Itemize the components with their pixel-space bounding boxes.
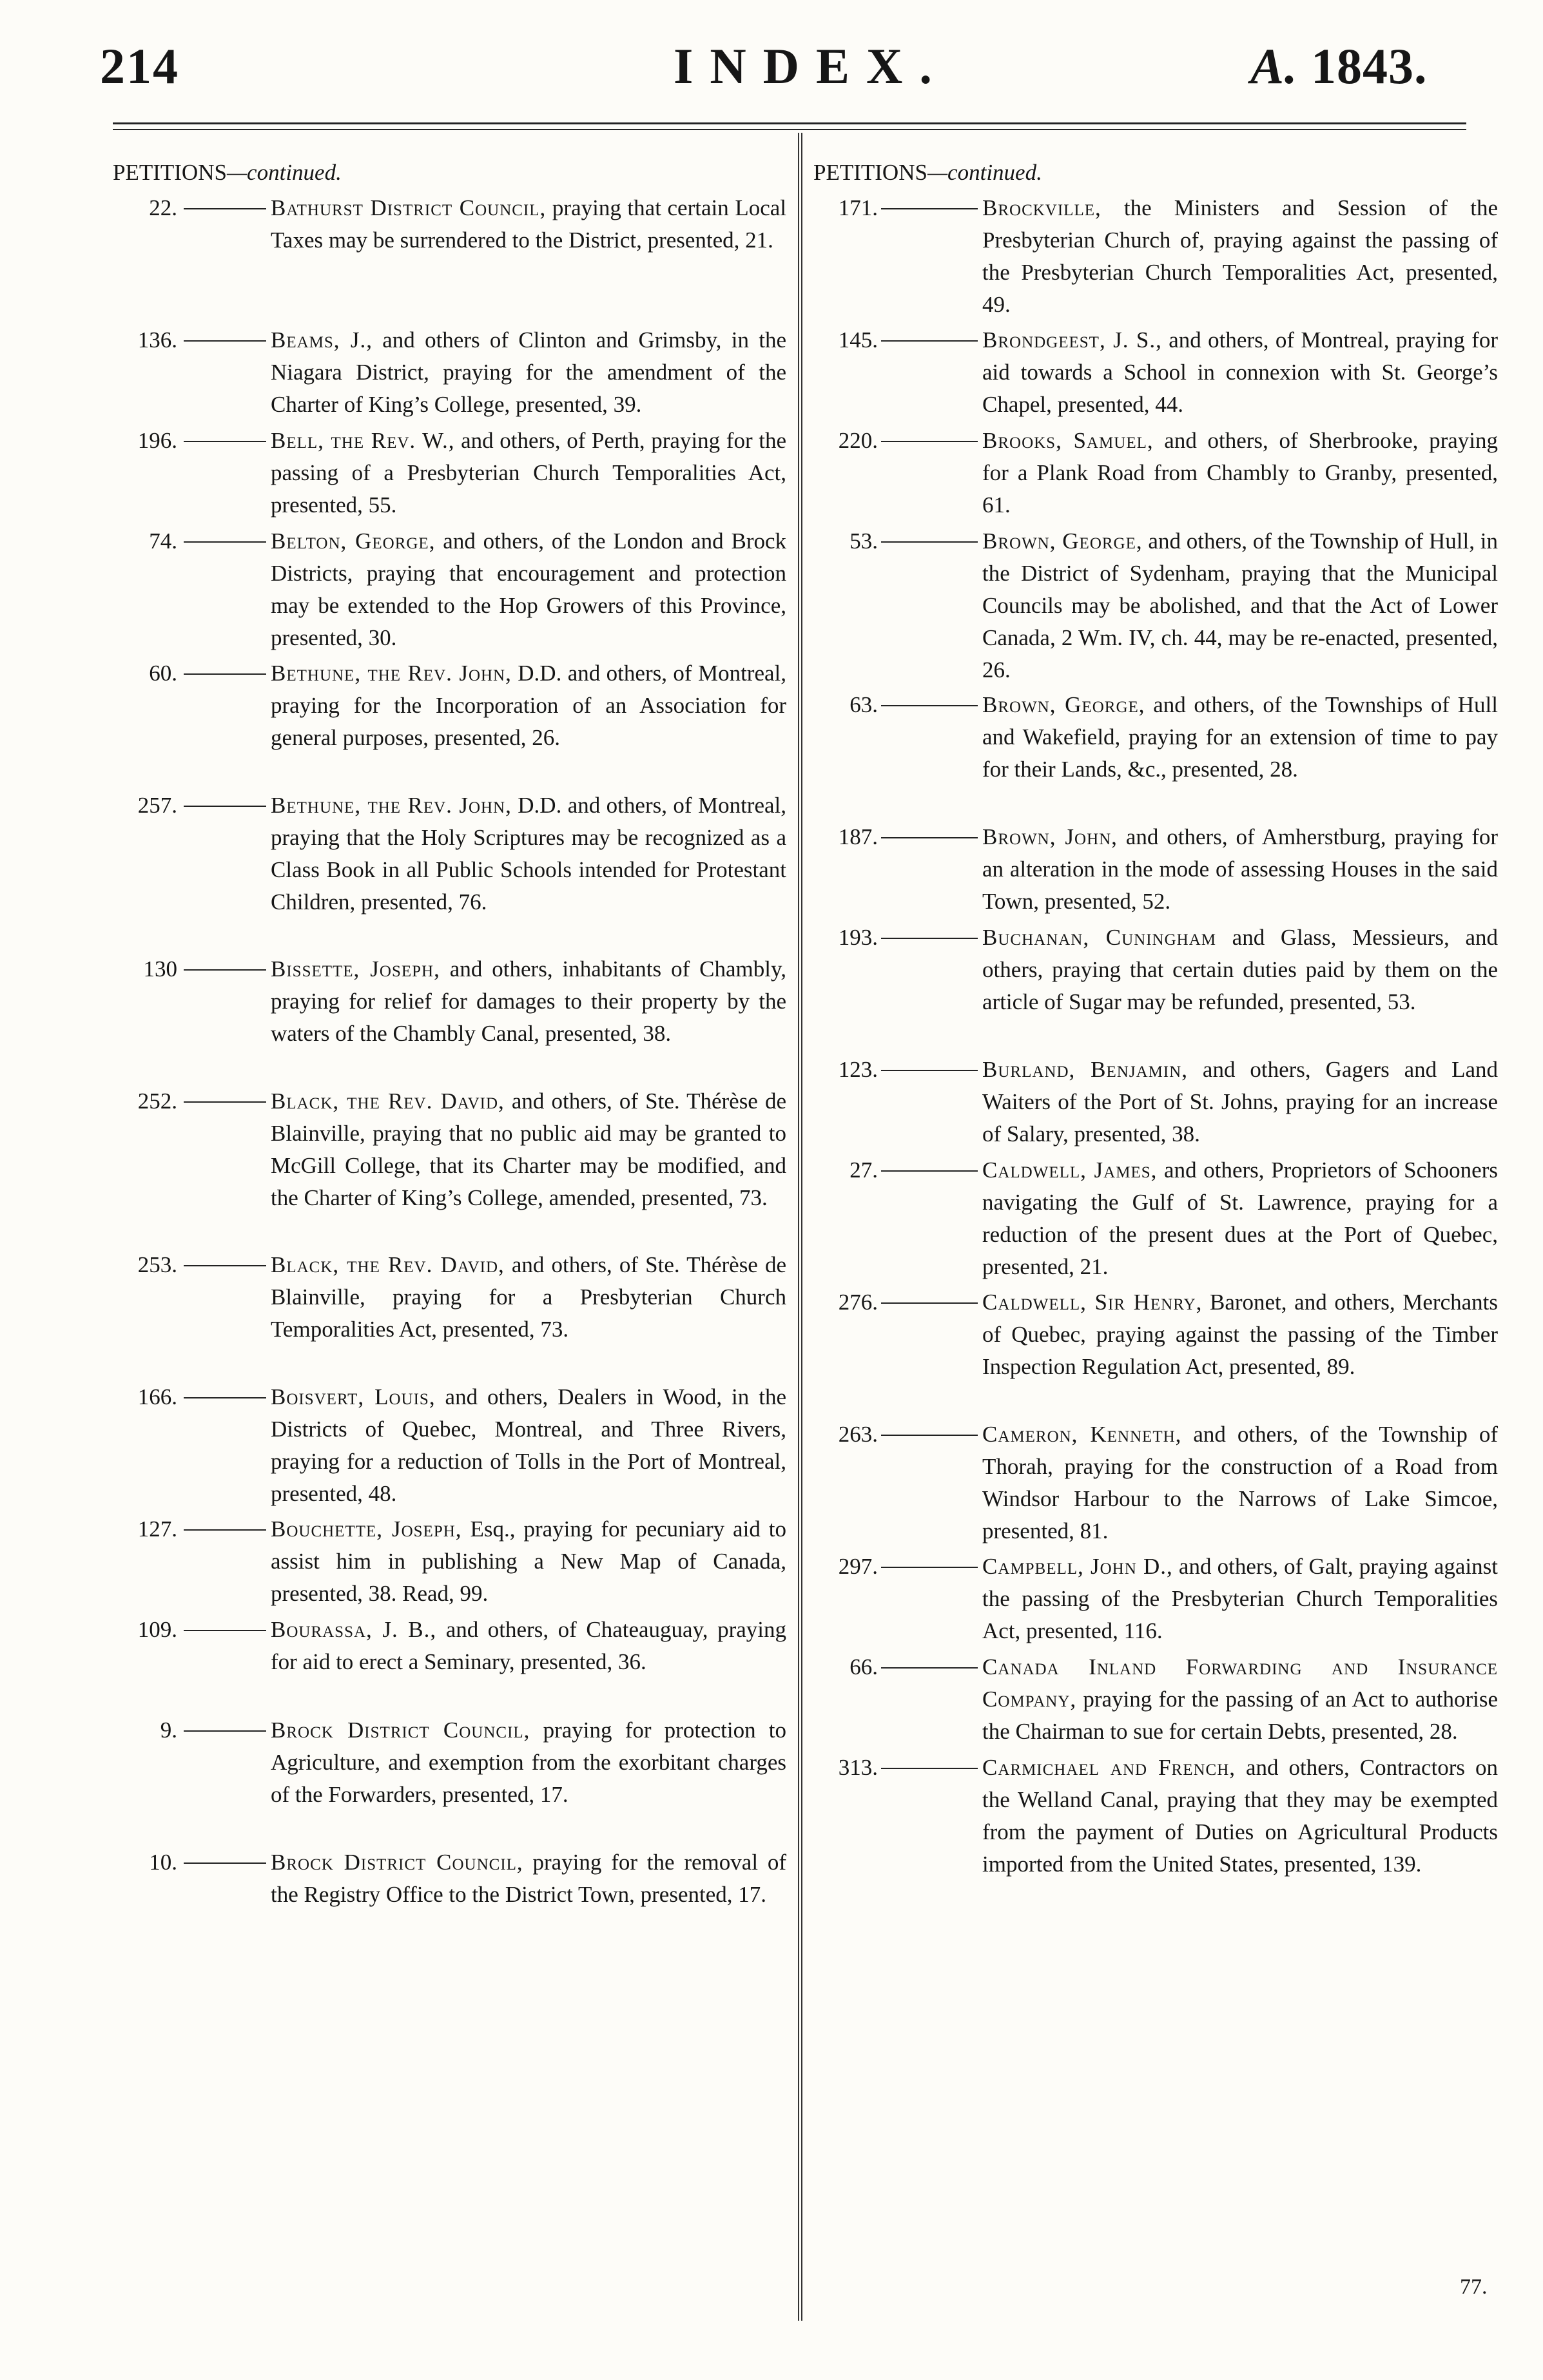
entry-description: praying for protection to Agriculture, and exemption from the exorbitant charges of the Forwarders, presented, 17. <box>271 1717 786 1807</box>
column-divider <box>798 133 802 2321</box>
entry-number: 171. <box>838 195 878 220</box>
entry-dash-rule <box>881 541 978 543</box>
entry-description: and others, of the Township of Hull, in the District of Sydenham, praying that the Municipal Councils may be abolished, and that the Act of Lower Canada, 2 Wm. IV, ch. 44, may be re-enacted, presented, 26. <box>982 528 1498 682</box>
entry-description: and others of Clinton and Grimsby, in the Niagara District, praying for the amendment of the Charter of King’s College, presented, 39. <box>271 327 786 417</box>
entry-dash-rule <box>881 1170 978 1172</box>
entry-name: Brondgeest, J. S., <box>982 327 1162 353</box>
index-entry <box>813 324 1508 425</box>
index-entry <box>113 425 794 525</box>
entry-description: and others, of Ste. Thérèse de Blainville, praying that no public aid may be granted to McGill College, that its Charter may be modified, and the Charter of King’s College, amended, presented, 73. <box>271 1088 786 1210</box>
entry-description: and others, of Perth, praying for the passing of a Presbyterian Church Temporalities Act, presented, 55. <box>271 428 786 518</box>
right-column <box>813 153 1508 1884</box>
entry-description: and others, of Montreal, praying for aid towards a School in connexion with St. George’s Chapel, presented, 44. <box>982 327 1498 417</box>
entry-number: 10. <box>149 1850 177 1875</box>
signature-mark: 77. <box>1460 2275 1488 2299</box>
entry-text <box>982 1154 1498 1283</box>
entry-text <box>982 821 1498 918</box>
entry-name: Campbell, John D., <box>982 1554 1173 1579</box>
page-header <box>0 0 1543 142</box>
entry-dash-rule <box>184 969 266 971</box>
entry-name: Brock District Council, <box>271 1717 530 1743</box>
entry-name: Brooks, Samuel, <box>982 428 1154 453</box>
entry-name: Buchanan, Cuningham <box>982 925 1216 950</box>
entry-description: and others, of Ste. Thérèse de Blainville, praying for a Presbyterian Church Temporalities Act, presented, 73. <box>271 1252 786 1342</box>
entry-name: Carmichael and French, <box>982 1755 1236 1780</box>
index-entry <box>113 1085 794 1249</box>
entry-name: Bissette, Joseph, <box>271 956 440 982</box>
index-entry <box>113 324 794 425</box>
entry-description: and others, inhabitants of Chambly, praying for relief for damages to their property by the waters of the Chambly Canal, presented, 38. <box>271 956 786 1046</box>
right-entry-list <box>813 192 1508 1884</box>
entry-name: Bourassa, J. B., <box>271 1617 437 1642</box>
right-column-heading <box>813 153 1508 192</box>
entry-text <box>271 789 786 918</box>
entry-number: 263. <box>838 1422 878 1447</box>
index-entry <box>113 657 794 789</box>
index-entry <box>813 1418 1508 1551</box>
entry-description: and others, of the Township of Thorah, praying for the construction of a Road from Windsor Harbour to the Narrows of Lake Simcoe, presented, 81. <box>982 1422 1499 1543</box>
entry-text <box>271 1846 786 1911</box>
entry-number: 297. <box>838 1554 878 1579</box>
entry-dash-rule <box>881 837 978 838</box>
entry-description: and others, of Chateauguay, praying for aid to erect a Seminary, presented, 36. <box>271 1617 787 1674</box>
entry-description: D.D. and others, of Montreal, praying for the Incorporation of an Association for general purposes, presented, 26. <box>271 661 786 750</box>
entry-number: 9. <box>160 1717 177 1743</box>
entry-description: praying that certain Local Taxes may be surrendered to the District, presented, 21. <box>271 195 786 253</box>
index-entry <box>113 1846 794 1947</box>
entry-number: 22. <box>149 195 177 220</box>
entry-description: and others, of Sherbrooke, praying for a Plank Road from Chambly to Granby, presented, 61. <box>982 428 1499 518</box>
entry-name: Burland, Benjamin, <box>982 1057 1188 1082</box>
entry-number: 27. <box>849 1157 878 1183</box>
year-prefix: A. <box>1250 38 1298 94</box>
entry-description: and others, Dealers in Wood, in the Districts of Quebec, Montreal, and Three Rivers, praying for a reduction of Tolls in the Port of Montreal, presented, 48. <box>271 1384 786 1506</box>
entry-dash-rule <box>881 1768 978 1769</box>
entry-name: Brown, George, <box>982 528 1143 554</box>
index-entry <box>813 1551 1508 1651</box>
index-entry <box>813 425 1508 525</box>
entry-name: Brown, George, <box>982 692 1145 717</box>
entry-text <box>271 425 786 521</box>
entry-name: Brock District Council, <box>271 1850 523 1875</box>
entry-dash-rule <box>184 541 266 543</box>
entry-number: 193. <box>838 925 878 950</box>
entry-number: 313. <box>838 1755 878 1780</box>
entry-dash-rule <box>184 1101 266 1103</box>
index-entry <box>813 1286 1508 1418</box>
index-entry <box>113 1249 794 1381</box>
entry-dash-rule <box>184 441 266 442</box>
index-entry <box>813 525 1508 689</box>
entry-text <box>271 1381 786 1510</box>
entry-dash-rule <box>881 1070 978 1071</box>
entry-description: praying for the passing of an Act to authorise the Chairman to sue for certain Debts, presented, 28. <box>982 1687 1498 1744</box>
left-column-heading <box>113 153 794 192</box>
entry-text <box>982 525 1498 686</box>
entry-name: Brown, John, <box>982 824 1118 849</box>
entry-dash-rule <box>184 1730 266 1732</box>
left-heading-continued: —continued. <box>226 160 342 185</box>
index-entry <box>813 689 1508 821</box>
entry-number: 74. <box>149 528 177 554</box>
entry-description: the Ministers and Session of the Presbyterian Church of, praying against the passing of the Presbyterian Church Temporalities Act, presented, 49. <box>982 195 1498 317</box>
entry-name: Bethune, the Rev. John, <box>271 793 512 818</box>
entry-name: Caldwell, James, <box>982 1157 1158 1183</box>
entry-dash-rule <box>881 705 978 706</box>
index-entry <box>113 1614 794 1714</box>
entry-text <box>271 324 786 421</box>
entry-dash-rule <box>881 441 978 442</box>
left-entry-list <box>113 192 794 1947</box>
right-heading-main: PETITIONS <box>813 160 927 185</box>
entry-number: 187. <box>838 824 878 849</box>
entry-dash-rule <box>184 1265 266 1266</box>
header-rule-thin <box>113 129 1466 130</box>
left-column <box>113 153 794 1947</box>
entry-text <box>982 1054 1498 1150</box>
entry-dash-rule <box>881 208 978 209</box>
entry-name: Bethune, the Rev. John, <box>271 661 512 686</box>
entry-text <box>982 1651 1498 1748</box>
entry-text <box>982 689 1498 786</box>
entry-text <box>982 1752 1498 1881</box>
entry-name: Cameron, Kenneth, <box>982 1422 1182 1447</box>
entry-text <box>271 1714 786 1811</box>
entry-name: Caldwell, Sir Henry, <box>982 1290 1203 1315</box>
page-year <box>1250 37 1428 95</box>
entry-number: 252. <box>137 1088 177 1114</box>
entry-dash-rule <box>881 1567 978 1568</box>
year-value: 1843. <box>1311 38 1428 94</box>
entry-description: D.D. and others, of Montreal, praying that the Holy Scriptures may be recognized as a Class Book in all Public Schools intended for Protestant Children, presented, 76. <box>271 793 786 914</box>
entry-name: Brockville, <box>982 195 1101 220</box>
index-entry <box>113 1381 794 1513</box>
left-heading-main: PETITIONS <box>113 160 227 185</box>
page-title: INDEX. <box>674 38 949 94</box>
entry-text <box>271 1614 786 1678</box>
index-entry <box>813 192 1508 324</box>
entry-dash-rule <box>184 1862 266 1864</box>
entry-name: Canada Inland Forwarding and Insurance Company, <box>982 1654 1498 1712</box>
entry-dash-rule <box>184 673 266 675</box>
entry-number: 276. <box>838 1290 878 1315</box>
index-entry <box>813 1752 1508 1884</box>
entry-name: Bell, the Rev. W., <box>271 428 455 453</box>
entry-text <box>982 1286 1498 1383</box>
entry-number: 220. <box>838 428 878 453</box>
entry-text <box>982 324 1498 421</box>
entry-number: 60. <box>149 661 177 686</box>
right-heading-continued: —continued. <box>927 160 1042 185</box>
entry-number: 145. <box>838 327 878 353</box>
entry-number: 136. <box>137 327 177 353</box>
entry-number: 53. <box>849 528 878 554</box>
entry-name: Belton, George, <box>271 528 436 554</box>
entry-number: 257. <box>137 793 177 818</box>
entry-number: 196. <box>137 428 177 453</box>
entry-description: and others, Gagers and Land Waiters of the Port of St. Johns, praying for an increase of Salary, presented, 38. <box>982 1057 1498 1146</box>
index-entry <box>113 525 794 657</box>
entry-description: Baronet, and others, Merchants of Quebec, praying against the passing of the Timber Inspection Regulation Act, presented, 89. <box>982 1290 1498 1379</box>
entry-dash-rule <box>184 340 266 342</box>
entry-number: 109. <box>137 1617 177 1642</box>
entry-number: 130 <box>143 956 177 982</box>
entry-description: and others, of the Townships of Hull and Wakefield, praying for an extension of time to pay for their Lands, &c., presented, 28. <box>982 692 1498 782</box>
entry-name: Bouchette, Joseph, <box>271 1516 462 1542</box>
entry-text <box>271 1085 786 1214</box>
entry-text <box>271 525 786 654</box>
entry-description: Esq., praying for pecuniary aid to assist him in publishing a New Map of Canada, presented, 38. Read, 99. <box>271 1516 786 1606</box>
entry-dash-rule <box>881 340 978 342</box>
entry-name: Bathurst District Council, <box>271 195 547 220</box>
entry-name: Black, the Rev. David, <box>271 1252 505 1277</box>
entry-description: and others, of Galt, praying against the passing of the Presbyterian Church Temporalities Act, presented, 116. <box>982 1554 1498 1643</box>
entry-dash-rule <box>881 938 978 939</box>
entry-dash-rule <box>184 806 266 807</box>
entry-dash-rule <box>881 1435 978 1436</box>
entry-number: 253. <box>137 1252 177 1277</box>
entry-dash-rule <box>881 1302 978 1304</box>
entry-text <box>982 192 1498 321</box>
entry-number: 123. <box>838 1057 878 1082</box>
header-rule-thick <box>113 122 1466 124</box>
entry-text <box>271 953 786 1050</box>
index-entry <box>813 1154 1508 1286</box>
entry-text <box>271 1249 786 1346</box>
index-entry <box>813 1651 1508 1752</box>
index-entry <box>113 192 794 324</box>
index-entry <box>813 821 1508 922</box>
entry-number: 66. <box>849 1654 878 1679</box>
entry-text <box>982 425 1498 521</box>
index-entry <box>113 1513 794 1614</box>
entry-number: 63. <box>849 692 878 717</box>
entry-dash-rule <box>184 1529 266 1531</box>
entry-number: 127. <box>137 1516 177 1542</box>
index-entry <box>813 922 1508 1054</box>
entry-description: and others, of the London and Brock Districts, praying that encouragement and protection may be extended to the Hop Growers of this Province, presented, 30. <box>271 528 787 650</box>
entry-dash-rule <box>184 1397 266 1398</box>
entry-text <box>271 657 786 754</box>
entry-name: Black, the Rev. David, <box>271 1088 505 1114</box>
entry-text <box>982 1418 1498 1547</box>
entry-description: praying for the removal of the Registry Office to the District Town, presented, 17. <box>271 1850 787 1907</box>
entry-dash-rule <box>184 1630 266 1631</box>
entry-dash-rule <box>184 208 266 209</box>
index-entry <box>113 1714 794 1846</box>
entry-description: and others, Contractors on the Welland Canal, praying that they may be exempted from the payment of Duties on Agricultural Products imported from the United States, presented, 139. <box>982 1755 1498 1877</box>
entry-description: and others, Proprietors of Schooners navigating the Gulf of St. Lawrence, praying for a reduction of the present dues at the Port of Quebec, presented, 21. <box>982 1157 1498 1279</box>
entry-dash-rule <box>881 1667 978 1669</box>
entry-description: and others, of Amherstburg, praying for an alteration in the mode of assessing Houses in the said Town, presented, 52. <box>982 824 1499 914</box>
entry-description: and Glass, Messieurs, and others, praying that certain duties paid by them on the article of Sugar may be refunded, presented, 53. <box>982 925 1498 1014</box>
entry-text <box>271 1513 786 1610</box>
index-entry <box>113 789 794 953</box>
entry-text <box>982 922 1498 1018</box>
index-entry <box>113 953 794 1085</box>
entry-text <box>982 1551 1498 1647</box>
entry-name: Beams, J., <box>271 327 373 353</box>
page-number: 214 <box>100 38 179 94</box>
entry-number: 166. <box>137 1384 177 1409</box>
entry-text <box>271 192 786 256</box>
index-entry <box>813 1054 1508 1154</box>
entry-name: Boisvert, Louis, <box>271 1384 436 1409</box>
